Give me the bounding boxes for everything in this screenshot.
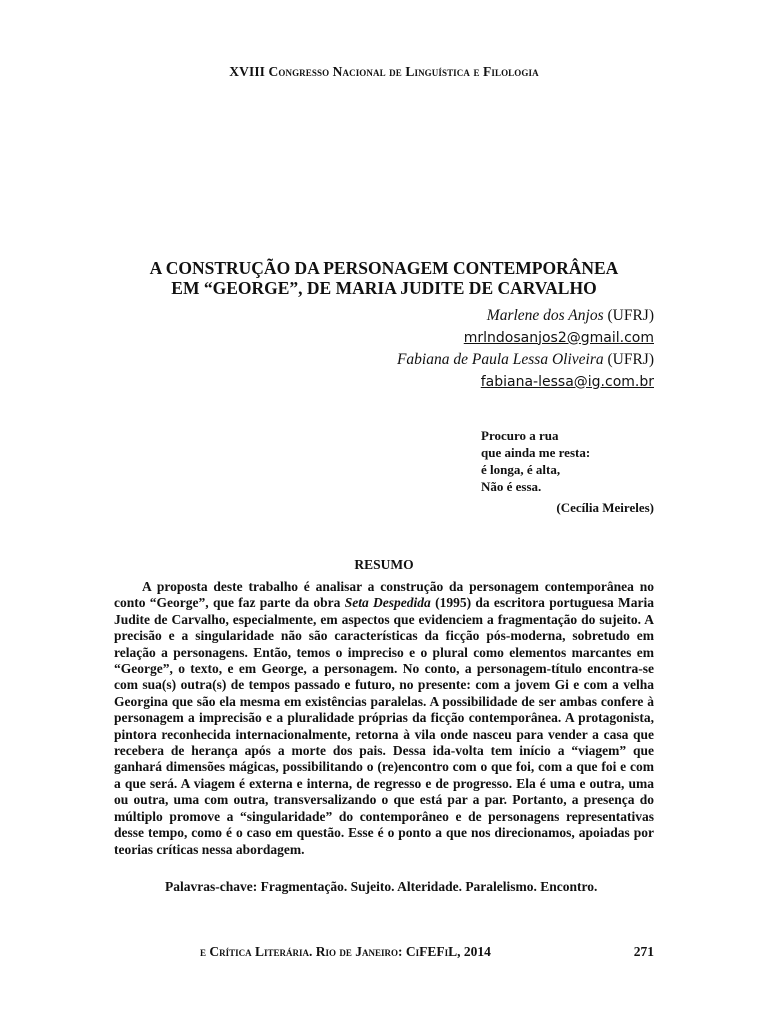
article-title-line-1: A CONSTRUÇÃO DA PERSONAGEM CONTEMPORÂNEA [149, 258, 619, 278]
abstract-text-part-2: (1995) da escritora portuguesa Maria Judite de Carvalho, especialmente, em aspectos que evidenciem a fragmentação do sujeito. A precisão e a singularidade não são características da ficção pós-moderna, sobretudo em relação a personagens. Então, temos o impreciso e o plural como elementos marcantes em “George”, o texto, e em George, a personagem. No conto, a personagem-título encontra-se com sua(s) outra(s) de tempos passado e futuro, no presente: com a jovem Gi e com a velha Georgina que são ela mesma em existências paralelas. A possibilidade de ser ambas confere à personagem a imprecisão e a pluralidade próprias da ficção contemporânea. A protagonista, pintora reconhecida internacionalmente, retorna à vila onde nasceu para vender a casa que recebera de herança após a morte dos pais. Dessa ida-volta tem início a “viagem” que ganhará dimensões mágicas, possibilitando o (re)encontro com o que foi, com a que foi e com a que será. A viagem é externa e interna, de regresso e de progresso. Ela é uma e outra, uma ou outra, uma com outra, transversalizando o que está par a par. Portanto, a presença do múltiplo promove a “singularidade” do contemporâneo e de personagens representativas desse tempo, como é o caso em questão. Esse é o ponto a que nos direcionamos, apoiadas por teorias críticas nessa abordagem. [114, 595, 654, 857]
abstract-heading: RESUMO [354, 557, 414, 572]
author-2 [94, 349, 654, 371]
author-block [94, 305, 654, 393]
epigraph [481, 427, 671, 495]
article-title [100, 258, 668, 298]
author-2-affiliation: (UFRJ) [607, 351, 654, 368]
abstract-work-title: Seta Despedida [344, 595, 431, 611]
epigraph-line: é longa, é alta, [481, 462, 561, 477]
author-2-name: Fabiana de Paula Lessa Oliveira [396, 351, 604, 368]
epigraph-source: (Cecília Meireles) [556, 500, 654, 515]
epigraph-line: Não é essa. [481, 479, 542, 494]
page-number: 271 [633, 944, 654, 959]
author-2-email-link[interactable]: fabiana-lessa@ig.com.br [480, 373, 654, 390]
author-1-email-line [94, 327, 654, 350]
author-1 [94, 305, 654, 327]
keywords: Palavras-chave: Fragmentação. Sujeito. Alteridade. Paralelismo. Encontro. [165, 879, 598, 894]
abstract-paragraph [114, 579, 654, 858]
epigraph-line: Procuro a rua [481, 428, 559, 443]
author-2-email-line [94, 371, 654, 394]
running-header: XVIII Congresso Nacional de Linguística e Filologia [229, 64, 539, 79]
article-title-line-2: EM “GEORGE”, DE MARIA JUDITE DE CARVALHO [171, 278, 597, 298]
author-1-email-link[interactable]: mrlndosanjos2@gmail.com [463, 329, 654, 346]
author-1-name: Marlene dos Anjos [486, 307, 604, 324]
running-footer: e Crítica Literária. Rio de Janeiro: CiFEFiL, 2014 [200, 944, 491, 959]
author-1-affiliation: (UFRJ) [607, 307, 654, 324]
epigraph-line: que ainda me resta: [481, 445, 591, 460]
abstract-text-part-1: A proposta deste trabalho é analisar a construção da personagem contemporânea no conto “George”, que faz parte da obra [114, 579, 654, 611]
